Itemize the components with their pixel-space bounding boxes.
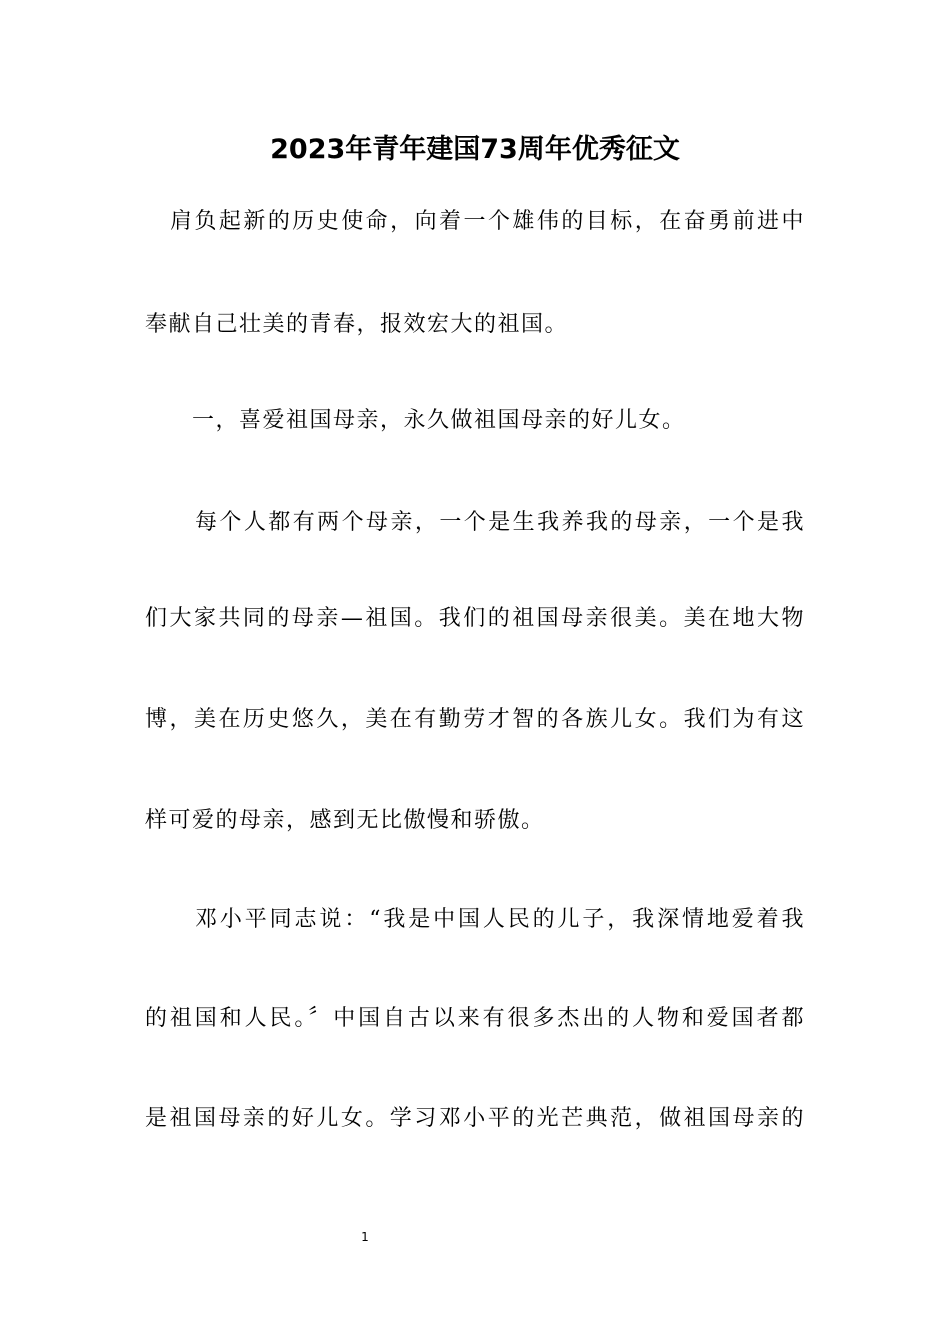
section-heading: 一，喜爱祖国母亲，永久做祖国母亲的好儿女。 <box>192 408 686 433</box>
paragraph-line: 们大家共同的母亲—祖国。我们的祖国母亲很美。美在地大物 <box>145 606 805 631</box>
paragraph-line: 奉献自己壮美的青春，报效宏大的祖国。 <box>145 312 569 337</box>
paragraph-line: 肩负起新的历史使命，向着一个雄伟的目标，在奋勇前进中 <box>170 209 805 234</box>
paragraph-line: 样可爱的母亲，感到无比傲慢和骄傲。 <box>145 808 545 833</box>
document-title: 2023年青年建国73周年优秀征文 <box>270 134 680 165</box>
paragraph-line: 每个人都有两个母亲，一个是生我养我的母亲，一个是我 <box>195 510 805 535</box>
paragraph-line: 邓小平同志说：“我是中国人民的儿子，我深情地爱着我 <box>195 907 805 932</box>
paragraph-line: 是祖国母亲的好儿女。学习邓小平的光芒典范，做祖国母亲的 <box>145 1106 805 1131</box>
paragraph-line: 的祖国和人民。〞中国自古以来有很多杰出的人物和爱国者都 <box>145 1006 805 1031</box>
paragraph-line: 博，美在历史悠久，美在有勤劳才智的各族儿女。我们为有这 <box>145 707 805 732</box>
page-number: 1 <box>361 1230 369 1244</box>
